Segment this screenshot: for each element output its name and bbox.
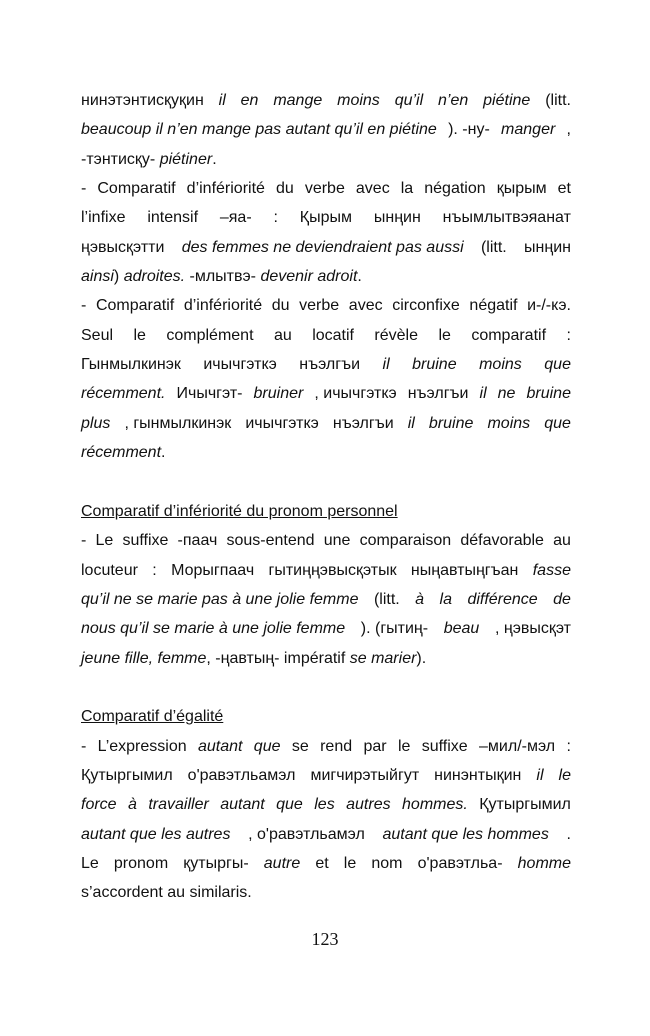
text-run: Қутыргымил	[81, 766, 173, 784]
text-line	[81, 438, 571, 467]
text-run: le	[438, 326, 451, 344]
text-run: -	[81, 297, 87, 315]
text-run: ). (гытиң-	[360, 620, 429, 638]
text-run: , гынмылкинэк	[124, 414, 232, 432]
text-run: verbe	[304, 180, 345, 198]
text-run: au	[273, 326, 292, 344]
text-run: qu’il ne se marie pas à une jolie femme	[81, 590, 359, 608]
text-run: fasse	[532, 561, 571, 579]
text-run: moins	[337, 92, 380, 109]
text-run: гытиңңэвысқэтык	[268, 561, 397, 579]
document-body	[81, 86, 571, 908]
section-heading: Comparatif d’infériorité du pronom personnel	[81, 502, 398, 520]
text-run: –мил/-мэл	[479, 737, 556, 755]
text-run: que	[544, 414, 571, 432]
text-run: locatif	[312, 326, 354, 344]
text-run: la	[439, 590, 452, 608]
text-line	[81, 409, 571, 438]
text-run: , -ңавтың- impératif	[206, 649, 350, 667]
text-run: ,	[566, 121, 571, 139]
text-run: force	[81, 796, 117, 814]
text-run: -	[81, 180, 87, 198]
text-run: ичычгэткэ	[203, 356, 277, 374]
text-run: défavorable	[460, 532, 544, 550]
paragraph-gap	[81, 673, 571, 702]
text-run: о'равэтльа-	[417, 854, 503, 872]
text-run: нъэлгъи	[299, 356, 361, 374]
text-run: (litt.	[545, 92, 571, 109]
text-line	[81, 350, 571, 379]
text-line	[81, 233, 571, 262]
text-run: -паач	[177, 532, 218, 550]
text-run: du	[271, 297, 290, 315]
text-run: se	[291, 737, 309, 755]
text-run: :	[566, 737, 571, 755]
text-run: , о'равэтльамэл	[248, 825, 365, 843]
text-run: à	[415, 590, 425, 608]
text-line	[81, 761, 571, 790]
text-run: suffixe	[421, 737, 468, 755]
text-run: et	[315, 854, 329, 872]
text-run: autant	[197, 737, 243, 755]
text-run: jeune fille, femme	[81, 649, 207, 667]
text-run: Қырым	[299, 209, 353, 227]
text-line	[81, 145, 571, 174]
text-run: ңэвысқэтти	[81, 238, 165, 256]
text-run: n’en	[438, 92, 469, 109]
page-number: 123	[311, 929, 339, 949]
text-run: plus	[81, 414, 111, 432]
text-run: suffixe	[122, 532, 169, 550]
text-line	[81, 379, 571, 408]
text-run: récemment	[81, 444, 162, 462]
text-line	[81, 732, 571, 761]
text-run: .	[566, 825, 571, 843]
text-run: sous-entend	[226, 532, 315, 550]
text-run: –яа-	[219, 209, 252, 227]
text-run: Гынмылкинэк	[81, 356, 181, 374]
text-run: мигчирэтыйгут	[310, 766, 420, 784]
text-run: intensif	[147, 209, 199, 227]
text-line	[81, 820, 571, 849]
text-run: différence	[467, 590, 538, 608]
text-line	[81, 644, 571, 673]
text-run: Морыгпаач	[171, 561, 255, 579]
text-run: au	[553, 532, 571, 550]
text-run: comparatif	[471, 326, 547, 344]
text-run: piétiner	[159, 150, 213, 168]
text-run: nom	[371, 854, 403, 872]
text-run: que	[253, 737, 281, 755]
text-run: négatif	[469, 297, 518, 315]
text-run: par	[363, 737, 387, 755]
text-run: de	[553, 590, 571, 608]
text-run: Ичычгэт-	[176, 385, 243, 403]
text-run: il	[218, 92, 226, 109]
text-line	[81, 878, 571, 907]
text-run: Comparatif	[95, 297, 175, 315]
text-run: Le	[81, 854, 99, 872]
paragraph-gap	[81, 467, 571, 496]
text-line	[81, 556, 571, 585]
text-run: l’infixe	[81, 209, 126, 227]
text-run: du	[275, 180, 294, 198]
text-run: locuteur	[81, 561, 138, 579]
text-run: beaucoup il n’en mange pas autant qu’il en piétine	[81, 121, 437, 139]
text-run: le	[397, 737, 411, 755]
text-line	[81, 203, 571, 232]
text-line	[81, 497, 571, 526]
text-run: beau	[443, 620, 480, 638]
text-run: (litt.	[373, 590, 400, 608]
text-run: que	[544, 356, 571, 374]
text-run: L’expression	[97, 737, 187, 755]
text-run: récemment.	[81, 385, 166, 403]
text-run: Seul	[81, 326, 114, 344]
text-line	[81, 585, 571, 614]
text-run: que	[276, 796, 303, 814]
text-run: , ңэвысқэт	[494, 620, 571, 638]
text-run: қутыргы-	[183, 854, 249, 872]
text-run: қырым	[496, 180, 547, 198]
text-run: autant que les autres	[81, 825, 231, 843]
text-run: Le	[95, 532, 114, 550]
text-line	[81, 614, 571, 643]
text-run: (litt.	[480, 238, 507, 256]
text-run: avec	[355, 180, 390, 198]
text-line	[81, 526, 571, 555]
text-run: une	[323, 532, 351, 550]
text-run: d’infériorité	[183, 297, 263, 315]
text-run: s’accordent au similaris.	[81, 884, 252, 902]
text-run: bruiner	[253, 385, 304, 403]
text-run: :	[152, 561, 157, 579]
text-line	[81, 86, 571, 115]
text-run: il	[479, 385, 487, 403]
text-run: circonfixe	[392, 297, 460, 315]
text-run: il	[407, 414, 415, 432]
text-run: ичычгэткэ	[245, 414, 319, 432]
text-run: manger	[501, 121, 556, 139]
text-run: homme	[517, 854, 571, 872]
text-run: pronom	[113, 854, 169, 872]
text-run: bruine	[526, 385, 571, 403]
text-run: adroites.	[123, 268, 186, 286]
text-run: autant que les hommes	[382, 825, 549, 843]
text-run: , ичычгэткэ	[314, 385, 397, 403]
text-run: la	[400, 180, 414, 198]
text-run: moins	[487, 414, 531, 432]
text-run: .	[357, 268, 362, 286]
text-run: нъэлгъи	[407, 385, 469, 403]
text-run: d’infériorité	[186, 180, 265, 198]
text-run: ынңин	[524, 238, 571, 256]
text-run: verbe	[299, 297, 340, 315]
text-run: bruine	[412, 356, 457, 374]
text-run: Comparatif	[97, 180, 176, 198]
text-run: travailler	[148, 796, 209, 814]
text-run: avec	[348, 297, 383, 315]
text-run: il	[536, 766, 544, 784]
text-line	[81, 321, 571, 350]
text-run: moins	[479, 356, 522, 374]
text-run: révèle	[374, 326, 418, 344]
text-run: -	[81, 737, 87, 755]
text-line	[81, 291, 571, 320]
text-run: à	[128, 796, 137, 814]
text-run: :	[273, 209, 278, 227]
text-run: ныңавтыңгъан	[410, 561, 519, 579]
text-run: ainsi	[81, 268, 114, 286]
text-run: qu’il	[394, 92, 424, 109]
text-run: нинэнтықин	[434, 766, 522, 784]
text-run: le	[133, 326, 146, 344]
text-run: .	[212, 150, 217, 168]
text-run: rend	[320, 737, 353, 755]
text-run: autres	[346, 796, 391, 814]
text-run: ne	[497, 385, 516, 403]
text-run: complément	[166, 326, 254, 344]
text-run: bruine	[428, 414, 474, 432]
text-run: .	[161, 444, 166, 462]
text-run: se marier	[349, 649, 417, 667]
text-run: mange	[273, 92, 323, 109]
text-run: en	[240, 92, 259, 109]
text-line	[81, 115, 571, 144]
text-run: devenir adroit	[260, 268, 358, 286]
text-line	[81, 174, 571, 203]
text-run: ).	[416, 649, 427, 667]
text-run: -	[81, 532, 87, 550]
text-run: ). -ну-	[448, 121, 490, 139]
text-run: ынңин	[373, 209, 421, 227]
text-run: Қутыргымил	[479, 796, 571, 814]
text-run: des femmes ne deviendraient pas aussi	[181, 238, 464, 256]
text-run: autant	[220, 796, 265, 814]
text-run: нъэлгъи	[332, 414, 394, 432]
text-run: )	[113, 268, 124, 286]
text-run: les	[314, 796, 335, 814]
text-run: -млытвэ-	[185, 268, 261, 286]
text-run: и-/-кэ.	[527, 297, 571, 315]
text-run: autre	[263, 854, 301, 872]
text-line	[81, 702, 571, 731]
text-run: hommes.	[402, 796, 468, 814]
text-line	[81, 790, 571, 819]
text-run: нъымлытвэяанат	[442, 209, 571, 227]
section-heading: Comparatif d’égalité	[81, 708, 224, 726]
text-run: le	[558, 766, 571, 784]
text-run: :	[566, 326, 571, 344]
text-run: нинэтэнтисқуқин	[81, 92, 204, 109]
text-run: piétine	[483, 92, 531, 109]
text-run: comparaison	[359, 532, 452, 550]
text-run: nous qu’il se marie à une jolie femme	[81, 620, 346, 638]
text-run: il	[382, 356, 390, 374]
text-run: le	[343, 854, 357, 872]
text-run: négation	[424, 180, 486, 198]
text-line	[81, 262, 571, 291]
text-run: о'равэтльамэл	[187, 766, 296, 784]
text-line	[81, 849, 571, 878]
text-run: -тэнтисқу-	[81, 150, 160, 168]
text-run: et	[557, 180, 571, 198]
